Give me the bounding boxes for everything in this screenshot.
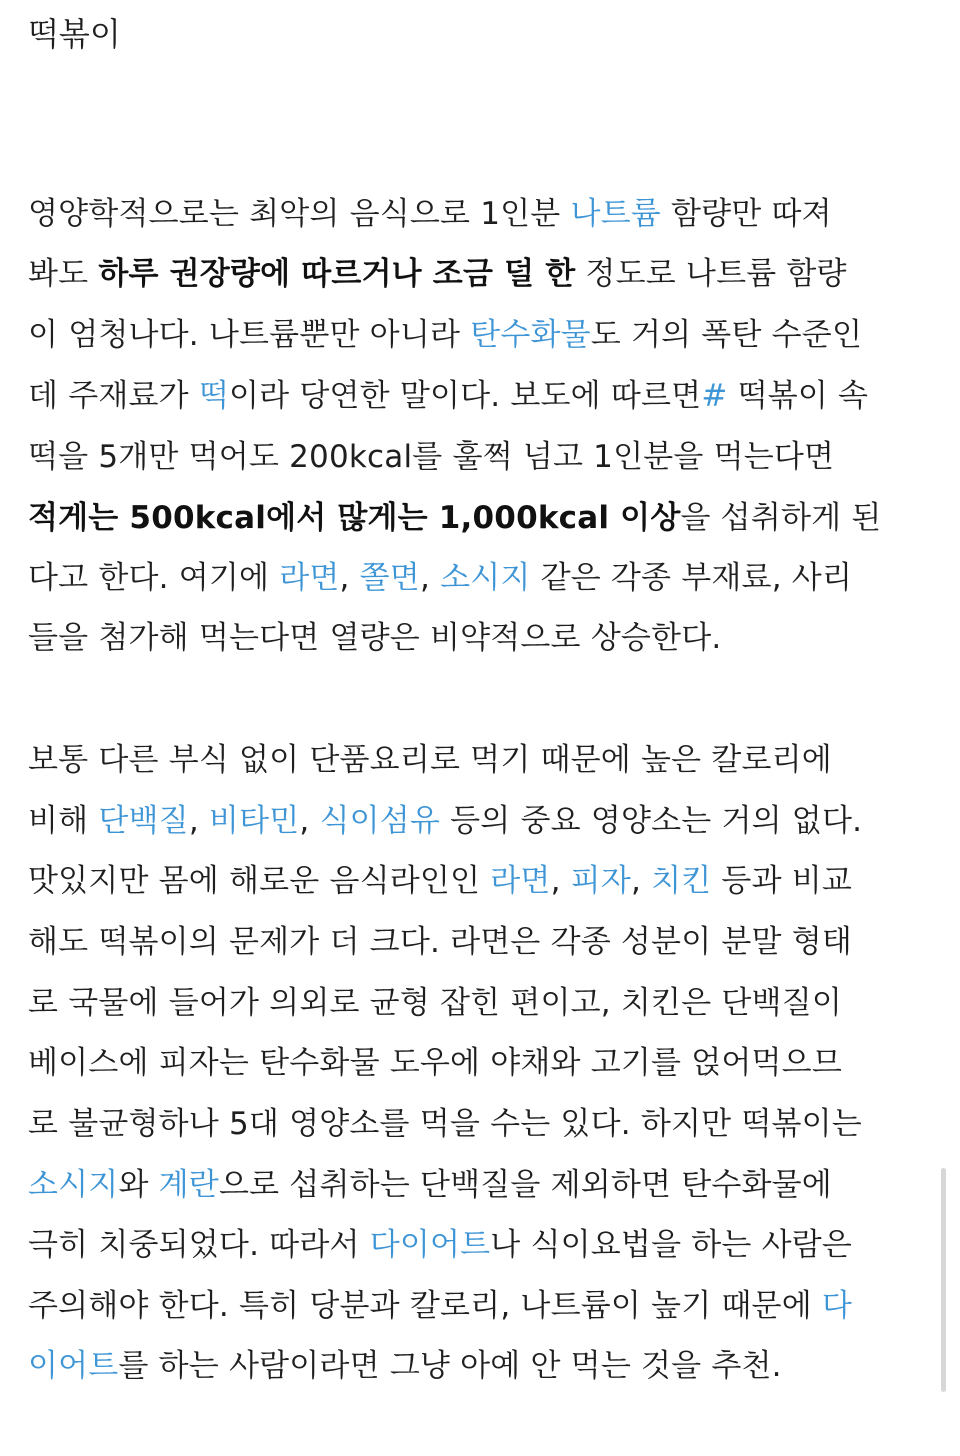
paragraph-2-line-7 [28, 1104, 862, 1144]
text-span: 을 섭취하게 된 [680, 500, 882, 536]
link-rice-cake[interactable]: 떡 [198, 378, 229, 414]
text-span: 정도로 나트륨 함량 [575, 256, 847, 292]
scrollbar[interactable] [941, 1168, 946, 1392]
link-ramen[interactable]: 라면 [279, 560, 340, 596]
link-pizza[interactable]: 피자 [570, 863, 631, 899]
text-span: 으로 섭취하는 단백질을 제외하면 탄수화물에 [218, 1167, 832, 1203]
text-span: 떡을 5개만 먹어도 200kcal를 훌쩍 넘고 1인분을 먹는다면 [28, 439, 835, 475]
text-span: 로 국물에 들어가 의외로 균형 잡힌 편이고, 치킨은 단백질이 [28, 985, 842, 1021]
paragraph-2-line-4 [28, 922, 852, 962]
text-span: 비해 [28, 803, 99, 839]
text-span: 영양학적으로는 최악의 음식으로 1인분 [28, 196, 571, 232]
footnote-link[interactable]: # [701, 378, 728, 414]
paragraph-2-line-5 [28, 983, 842, 1023]
link-sodium[interactable]: 나트륨 [570, 196, 661, 232]
text-span: 보통 다른 부식 없이 단품요리로 먹기 때문에 높은 칼로리에 [28, 742, 832, 778]
link-dietary-fiber[interactable]: 식이섬유 [319, 803, 441, 839]
text-span: 등의 중요 영양소는 거의 없다. [440, 803, 863, 839]
paragraph-2-line-1 [28, 740, 832, 780]
text-span: 도 거의 폭탄 수준인 [590, 317, 863, 353]
text-span: 같은 각종 부재료, 사리 [530, 560, 853, 596]
link-chicken[interactable]: 치킨 [651, 863, 712, 899]
text-span: 나 식이요법을 하는 사람은 [490, 1227, 853, 1263]
text-span: , [419, 560, 441, 596]
text-span: , [339, 560, 360, 596]
paragraph-1-line-7 [28, 558, 852, 598]
paragraph-1-line-3 [28, 315, 862, 355]
link-jjolmyeon[interactable]: 쫄면 [359, 560, 420, 596]
text-span: 극히 치중되었다. 따라서 [28, 1227, 370, 1263]
paragraph-1-line-1 [28, 194, 832, 234]
text-span: 이라 당연한 말이다. 보도에 따르면 [229, 378, 702, 414]
text-span: 주의해야 한다. 특히 당분과 칼로리, 나트륨이 높기 때문에 [28, 1288, 822, 1324]
paragraph-2-line-10 [28, 1286, 852, 1326]
text-span: 이 엄청나다. 나트륨뿐만 아니라 [28, 317, 471, 353]
bold-text: 하루 권장량에 따르거나 조금 덜 한 [98, 256, 576, 292]
text-span: 등과 비교 [711, 863, 853, 899]
paragraph-2-line-6 [28, 1043, 842, 1083]
text-span: 베이스에 피자는 탄수화물 도우에 야채와 고기를 얹어먹으므 [28, 1045, 842, 1081]
text-span: , [188, 803, 209, 839]
text-span: , [550, 863, 571, 899]
paragraph-1-line-2 [28, 254, 847, 294]
bold-text: 적게는 500kcal에서 많게는 1,000kcal 이상 [28, 500, 681, 536]
text-span: 해도 떡볶이의 문제가 더 크다. 라면은 각종 성분이 분말 형태 [28, 924, 853, 960]
text-span: , [299, 803, 320, 839]
text-span: 로 불균형하나 5대 영양소를 먹을 수는 있다. 하지만 떡볶이는 [28, 1106, 862, 1142]
text-span: 데 주재료가 [28, 378, 199, 414]
text-span: 와 [118, 1167, 159, 1203]
text-span: 들을 첨가해 먹는다면 열량은 비약적으로 상승한다. [28, 620, 722, 656]
paragraph-2-line-3 [28, 861, 852, 901]
text-span: 다고 한다. 여기에 [28, 560, 280, 596]
paragraph-1-line-5 [28, 437, 834, 477]
link-sausage[interactable]: 소시지 [440, 560, 531, 596]
text-span: 맛있지만 몸에 해로운 음식라인인 [28, 863, 491, 899]
text-span: 봐도 [28, 256, 99, 292]
paragraph-1-line-4 [28, 376, 868, 416]
link-vitamin[interactable]: 비타민 [208, 803, 300, 839]
text-span: 를 하는 사람이라면 그냥 아예 안 먹는 것을 추천. [118, 1348, 782, 1384]
paragraph-2-line-9 [28, 1225, 852, 1265]
text-span: 함량만 따져 [660, 196, 832, 232]
link-protein[interactable]: 단백질 [98, 803, 189, 839]
paragraph-1-line-6 [28, 498, 881, 538]
link-carbohydrate[interactable]: 탄수화물 [470, 317, 591, 353]
text-span: , [630, 863, 652, 899]
page-title: 떡볶이 [28, 15, 121, 53]
link-egg[interactable]: 계란 [158, 1167, 219, 1203]
link-diet[interactable]: 다이어트 [369, 1227, 491, 1263]
link-diet-2-end[interactable]: 이어트 [28, 1348, 119, 1384]
link-ramen-2[interactable]: 라면 [490, 863, 551, 899]
text-span: 떡볶이 속 [727, 378, 869, 414]
link-sausage-2[interactable]: 소시지 [28, 1167, 119, 1203]
paragraph-1-line-8 [28, 618, 721, 658]
link-diet-2-start[interactable]: 다 [821, 1288, 853, 1324]
paragraph-2-line-11 [28, 1346, 782, 1386]
paragraph-2-line-2 [28, 801, 862, 841]
paragraph-2-line-8 [28, 1165, 832, 1205]
